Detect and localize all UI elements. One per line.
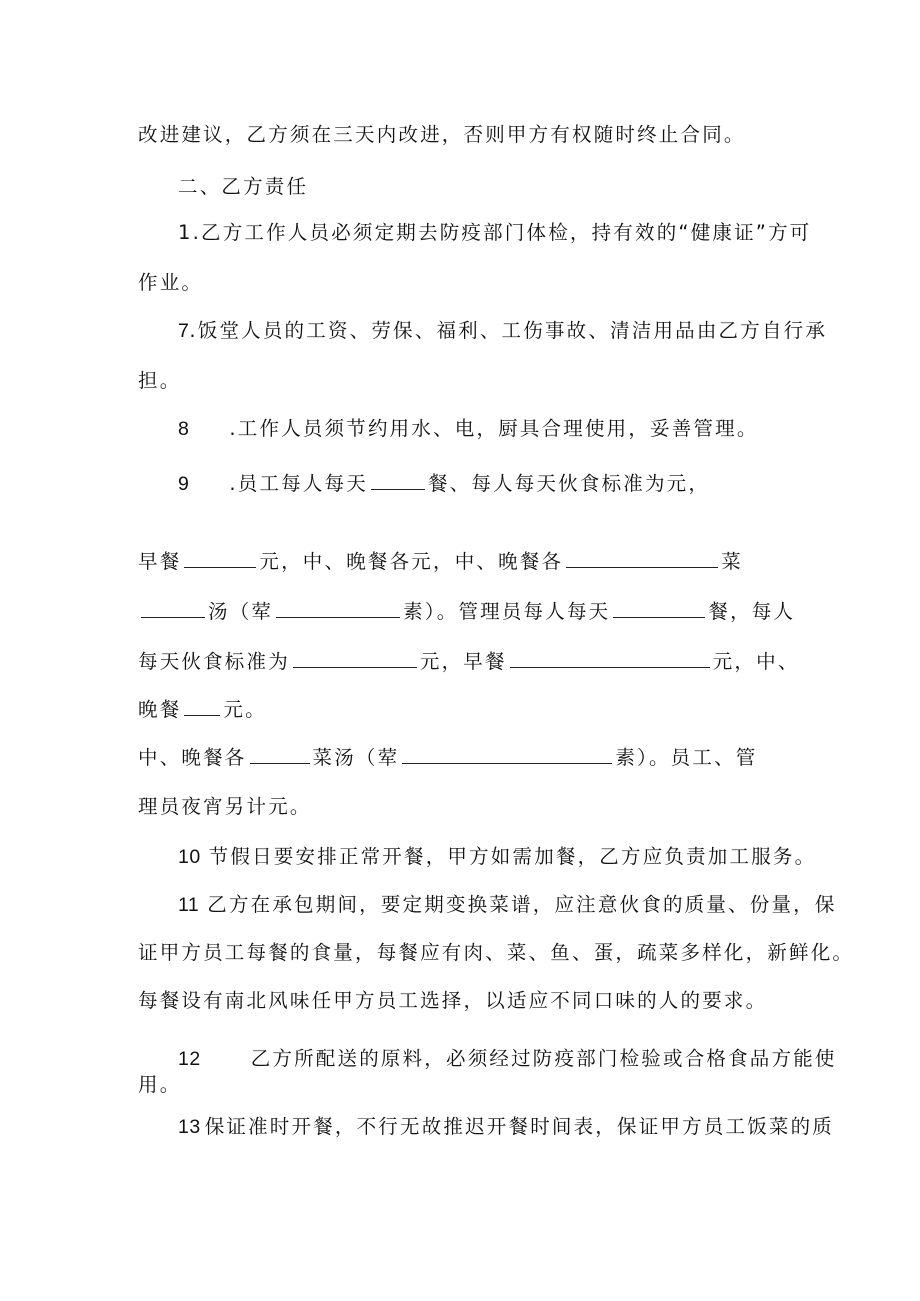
fill-blank — [184, 696, 220, 716]
text-run: 担。 — [138, 369, 182, 392]
paragraph-line — [138, 744, 757, 771]
paragraph-line — [138, 794, 312, 820]
fill-blank — [184, 548, 256, 568]
text-run: 菜 — [721, 550, 743, 573]
text-run: 用。 — [138, 1073, 182, 1096]
fill-blank — [402, 744, 612, 764]
clause-number: 12 — [178, 1048, 201, 1070]
text-run: 晚餐 — [138, 698, 182, 721]
text-run: 餐、每人每天伙食标准为元， — [427, 472, 711, 495]
clause-number: 13 — [178, 1116, 201, 1138]
heading-text: 二、乙方责任 — [178, 175, 309, 198]
text-run: 素）。管理员每人每天 — [403, 600, 611, 623]
clause-number: 10 — [178, 846, 201, 868]
text-run: .工作人员须节约用水、电，厨具合理使用，妥善管理。 — [229, 417, 759, 440]
text-run: 保证准时开餐，不行无故推迟开餐时间表，保证甲方员工饭菜的质 — [204, 1115, 835, 1138]
text-run: 理员夜宵另计元。 — [138, 795, 312, 818]
paragraph-line — [138, 648, 800, 675]
fill-blank — [510, 648, 710, 668]
clause-8-line — [178, 416, 759, 442]
clause-number: 9 — [178, 473, 190, 495]
clause-number: 11 — [178, 894, 200, 916]
paragraph-line — [138, 548, 743, 575]
fill-blank — [566, 548, 718, 568]
paragraph-line — [138, 1072, 181, 1098]
text-run: 汤（荤 — [208, 600, 274, 623]
text-run: 餐，每人 — [708, 600, 796, 623]
text-run: .饭堂人员的工资、劳保、福利、工伤事故、清洁用品由乙方自行承 — [189, 319, 828, 342]
fill-blank — [141, 598, 205, 618]
text-run: 乙方所配送的原料，必须经过防疫部门检验或合格食品方能使 — [250, 1047, 837, 1070]
fill-blank — [613, 598, 705, 618]
paragraph-line — [138, 696, 267, 723]
paragraph-line — [138, 940, 854, 966]
paragraph-line — [138, 122, 746, 148]
text-run: 1.乙方工作人员必须定期去防疫部门体检，持有效的“健康证”方可 — [178, 221, 812, 244]
clause-11-line — [178, 892, 837, 918]
fill-blank — [276, 598, 400, 618]
text-run: 素）。员工、管 — [615, 746, 758, 769]
text-run: 节假日要安排正常开餐，甲方如需加餐，乙方应负责加工服务。 — [208, 845, 817, 868]
text-run: 元，早餐 — [419, 650, 507, 673]
text-run: 每天伙食标准为 — [138, 650, 290, 673]
clause-13-line — [178, 1114, 834, 1140]
paragraph-line — [138, 270, 203, 296]
clause-7-line — [178, 318, 827, 344]
text-run: 元。 — [223, 698, 267, 721]
paragraph-line — [138, 598, 795, 625]
text-run: 早餐 — [138, 550, 182, 573]
clause-number: 8 — [178, 418, 190, 440]
text-run: 菜汤（荤 — [312, 746, 400, 769]
text-run: .员工每人每天 — [229, 472, 368, 495]
section-heading — [178, 174, 308, 200]
text-run: 元，中、 — [712, 650, 800, 673]
clause-1-line — [178, 220, 812, 246]
paragraph-line — [138, 368, 181, 394]
text-run: 元，中、晚餐各元，中、晚餐各 — [259, 550, 564, 573]
clause-10-line — [178, 844, 816, 870]
fill-blank — [371, 470, 425, 490]
text-run: 作业。 — [138, 271, 204, 294]
clause-9-line — [178, 470, 710, 497]
text-run: 证甲方员工每餐的食量，每餐应有肉、菜、鱼、蛋，疏菜多样化，新鲜化。 — [138, 941, 855, 964]
fill-blank — [250, 744, 310, 764]
fill-blank — [293, 648, 417, 668]
clause-number: 7 — [178, 320, 190, 342]
text-run: 改进建议，乙方须在三天内改进，否则甲方有权随时终止合同。 — [138, 123, 746, 146]
paragraph-line — [138, 988, 767, 1014]
text-run: 每餐设有南北风味任甲方员工选择，以适应不同口味的人的要求。 — [138, 989, 768, 1012]
clause-12-line — [178, 1046, 837, 1072]
text-run: 中、晚餐各 — [138, 746, 247, 769]
text-run: 乙方在承包期间，要定期变换菜谱，应注意伙食的质量、份量，保 — [207, 893, 837, 916]
